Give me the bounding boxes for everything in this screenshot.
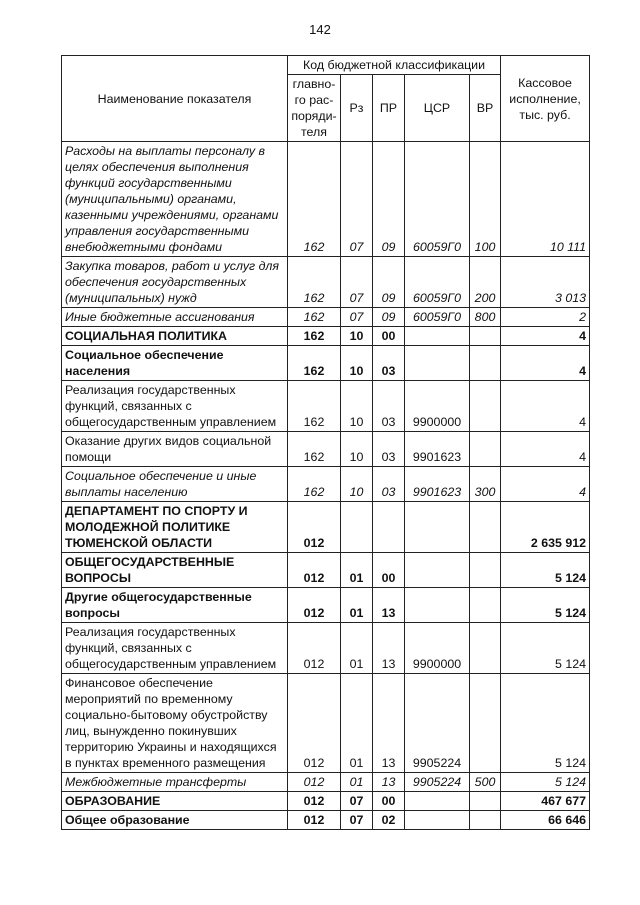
cell-pr: 13 [373, 623, 405, 674]
cell-vr [470, 623, 501, 674]
cell-sum: 66 646 [501, 811, 590, 830]
cell-gr: 012 [288, 623, 341, 674]
cell-rz: 10 [341, 327, 373, 346]
cell-rz: 01 [341, 553, 373, 588]
cell-pr: 09 [373, 142, 405, 257]
cell-pr: 09 [373, 308, 405, 327]
cell-csr: 9905224 [405, 773, 470, 792]
budget-table [61, 55, 590, 830]
table-row [62, 346, 590, 381]
cell-vr [470, 553, 501, 588]
cell-csr: 9900000 [405, 381, 470, 432]
cell-vr [470, 588, 501, 623]
cell-csr [405, 792, 470, 811]
cell-vr: 200 [470, 257, 501, 308]
cell-gr: 162 [288, 467, 341, 502]
cell-pr: 13 [373, 588, 405, 623]
cell-pr: 00 [373, 792, 405, 811]
cell-gr: 012 [288, 553, 341, 588]
cell-sum: 5 124 [501, 674, 590, 773]
cell-csr: 9900000 [405, 623, 470, 674]
cell-name: Финансовое обеспечение мероприятий по временному социально-бытовому обустройству лиц, вынужденно покинувших территорию Украины и находящихся в пунктах временного размещения [62, 674, 288, 773]
cell-sum: 5 124 [501, 773, 590, 792]
cell-gr: 162 [288, 346, 341, 381]
cell-rz: 07 [341, 142, 373, 257]
cell-csr [405, 811, 470, 830]
cell-sum: 4 [501, 432, 590, 467]
table-row [62, 792, 590, 811]
cell-gr: 162 [288, 142, 341, 257]
table-row [62, 502, 590, 553]
cell-sum: 5 124 [501, 623, 590, 674]
cell-pr: 03 [373, 346, 405, 381]
cell-name: Реализация государственных функций, связанных с общегосударственным управлением [62, 381, 288, 432]
cell-name: Оказание других видов социальной помощи [62, 432, 288, 467]
header-name: Наименование показателя [62, 56, 288, 142]
cell-gr: 012 [288, 811, 341, 830]
header-csr: ЦСР [405, 75, 470, 142]
cell-rz: 07 [341, 811, 373, 830]
cell-pr: 02 [373, 811, 405, 830]
table-row [62, 467, 590, 502]
cell-sum: 4 [501, 467, 590, 502]
table-row [62, 553, 590, 588]
cell-name: Реализация государственных функций, связанных с общегосударственным управлением [62, 623, 288, 674]
cell-name: ОБЩЕГОСУДАРСТВЕННЫЕ ВОПРОСЫ [62, 553, 288, 588]
cell-name: Социальное обеспечение населения [62, 346, 288, 381]
table-row [62, 432, 590, 467]
cell-rz: 01 [341, 674, 373, 773]
cell-pr: 13 [373, 674, 405, 773]
table-header [62, 56, 590, 142]
cell-name: Иные бюджетные ассигнования [62, 308, 288, 327]
cell-csr [405, 502, 470, 553]
cell-rz: 10 [341, 467, 373, 502]
cell-rz: 10 [341, 432, 373, 467]
cell-vr [470, 792, 501, 811]
table-row [62, 142, 590, 257]
table-row [62, 674, 590, 773]
cell-name: Межбюджетные трансферты [62, 773, 288, 792]
cell-gr: 162 [288, 381, 341, 432]
cell-name: Социальное обеспечение и иные выплаты населению [62, 467, 288, 502]
table-row [62, 308, 590, 327]
cell-csr: 9905224 [405, 674, 470, 773]
cell-vr [470, 502, 501, 553]
page-number: 142 [309, 22, 331, 37]
cell-rz: 01 [341, 588, 373, 623]
cell-sum: 10 111 [501, 142, 590, 257]
cell-vr: 500 [470, 773, 501, 792]
cell-vr [470, 346, 501, 381]
table-body [62, 142, 590, 830]
cell-gr: 162 [288, 257, 341, 308]
cell-sum: 467 677 [501, 792, 590, 811]
cell-gr: 012 [288, 773, 341, 792]
cell-vr [470, 327, 501, 346]
cell-sum: 4 [501, 327, 590, 346]
cell-csr: 60059Г0 [405, 308, 470, 327]
cell-vr [470, 432, 501, 467]
cell-sum: 5 124 [501, 553, 590, 588]
cell-sum: 2 [501, 308, 590, 327]
cell-gr: 162 [288, 308, 341, 327]
cell-gr: 012 [288, 674, 341, 773]
cell-gr: 162 [288, 327, 341, 346]
cell-csr: 60059Г0 [405, 142, 470, 257]
table-row [62, 623, 590, 674]
header-vr: ВР [470, 75, 501, 142]
cell-pr: 13 [373, 773, 405, 792]
cell-sum: 5 124 [501, 588, 590, 623]
cell-sum: 3 013 [501, 257, 590, 308]
cell-rz: 07 [341, 257, 373, 308]
cell-name: Закупка товаров, работ и услуг для обеспечения государственных (муниципальных) нужд [62, 257, 288, 308]
cell-csr: 60059Г0 [405, 257, 470, 308]
cell-csr: 9901623 [405, 432, 470, 467]
cell-gr: 162 [288, 432, 341, 467]
table-row [62, 811, 590, 830]
cell-sum: 4 [501, 381, 590, 432]
cell-pr: 03 [373, 432, 405, 467]
cell-pr: 03 [373, 381, 405, 432]
cell-vr [470, 381, 501, 432]
cell-rz: 01 [341, 773, 373, 792]
cell-rz: 10 [341, 381, 373, 432]
table-row [62, 588, 590, 623]
header-main-manager: главно-го рас-поряди-теля [288, 75, 341, 142]
cell-name: Расходы на выплаты персоналу в целях обеспечения выполнения функций государственными (муниципальными) органами, казенными учреждениями, органами управления государственными внебюджетными фондами [62, 142, 288, 257]
header-code-group: Код бюджетной классификации [288, 56, 501, 75]
table-row [62, 257, 590, 308]
cell-pr [373, 502, 405, 553]
cell-rz [341, 502, 373, 553]
cell-csr [405, 588, 470, 623]
header-execution: Кассовое исполнение, тыс. руб. [501, 56, 590, 142]
cell-sum: 4 [501, 346, 590, 381]
cell-name: ДЕПАРТАМЕНТ ПО СПОРТУ И МОЛОДЕЖНОЙ ПОЛИТИКЕ ТЮМЕНСКОЙ ОБЛАСТИ [62, 502, 288, 553]
table-row [62, 327, 590, 346]
cell-rz: 10 [341, 346, 373, 381]
header-pr: ПР [373, 75, 405, 142]
cell-gr: 012 [288, 792, 341, 811]
table-row [62, 381, 590, 432]
cell-name: Другие общегосударственные вопросы [62, 588, 288, 623]
cell-csr [405, 553, 470, 588]
cell-vr [470, 674, 501, 773]
cell-vr: 300 [470, 467, 501, 502]
cell-pr: 09 [373, 257, 405, 308]
cell-vr [470, 811, 501, 830]
cell-csr: 9901623 [405, 467, 470, 502]
header-rz: Рз [341, 75, 373, 142]
cell-csr [405, 346, 470, 381]
cell-gr: 012 [288, 502, 341, 553]
cell-name: СОЦИАЛЬНАЯ ПОЛИТИКА [62, 327, 288, 346]
cell-vr: 800 [470, 308, 501, 327]
cell-rz: 01 [341, 623, 373, 674]
cell-rz: 07 [341, 308, 373, 327]
cell-name: Общее образование [62, 811, 288, 830]
cell-pr: 00 [373, 327, 405, 346]
cell-gr: 012 [288, 588, 341, 623]
cell-pr: 03 [373, 467, 405, 502]
cell-vr: 100 [470, 142, 501, 257]
cell-name: ОБРАЗОВАНИЕ [62, 792, 288, 811]
cell-csr [405, 327, 470, 346]
cell-pr: 00 [373, 553, 405, 588]
cell-sum: 2 635 912 [501, 502, 590, 553]
table-row [62, 773, 590, 792]
cell-rz: 07 [341, 792, 373, 811]
